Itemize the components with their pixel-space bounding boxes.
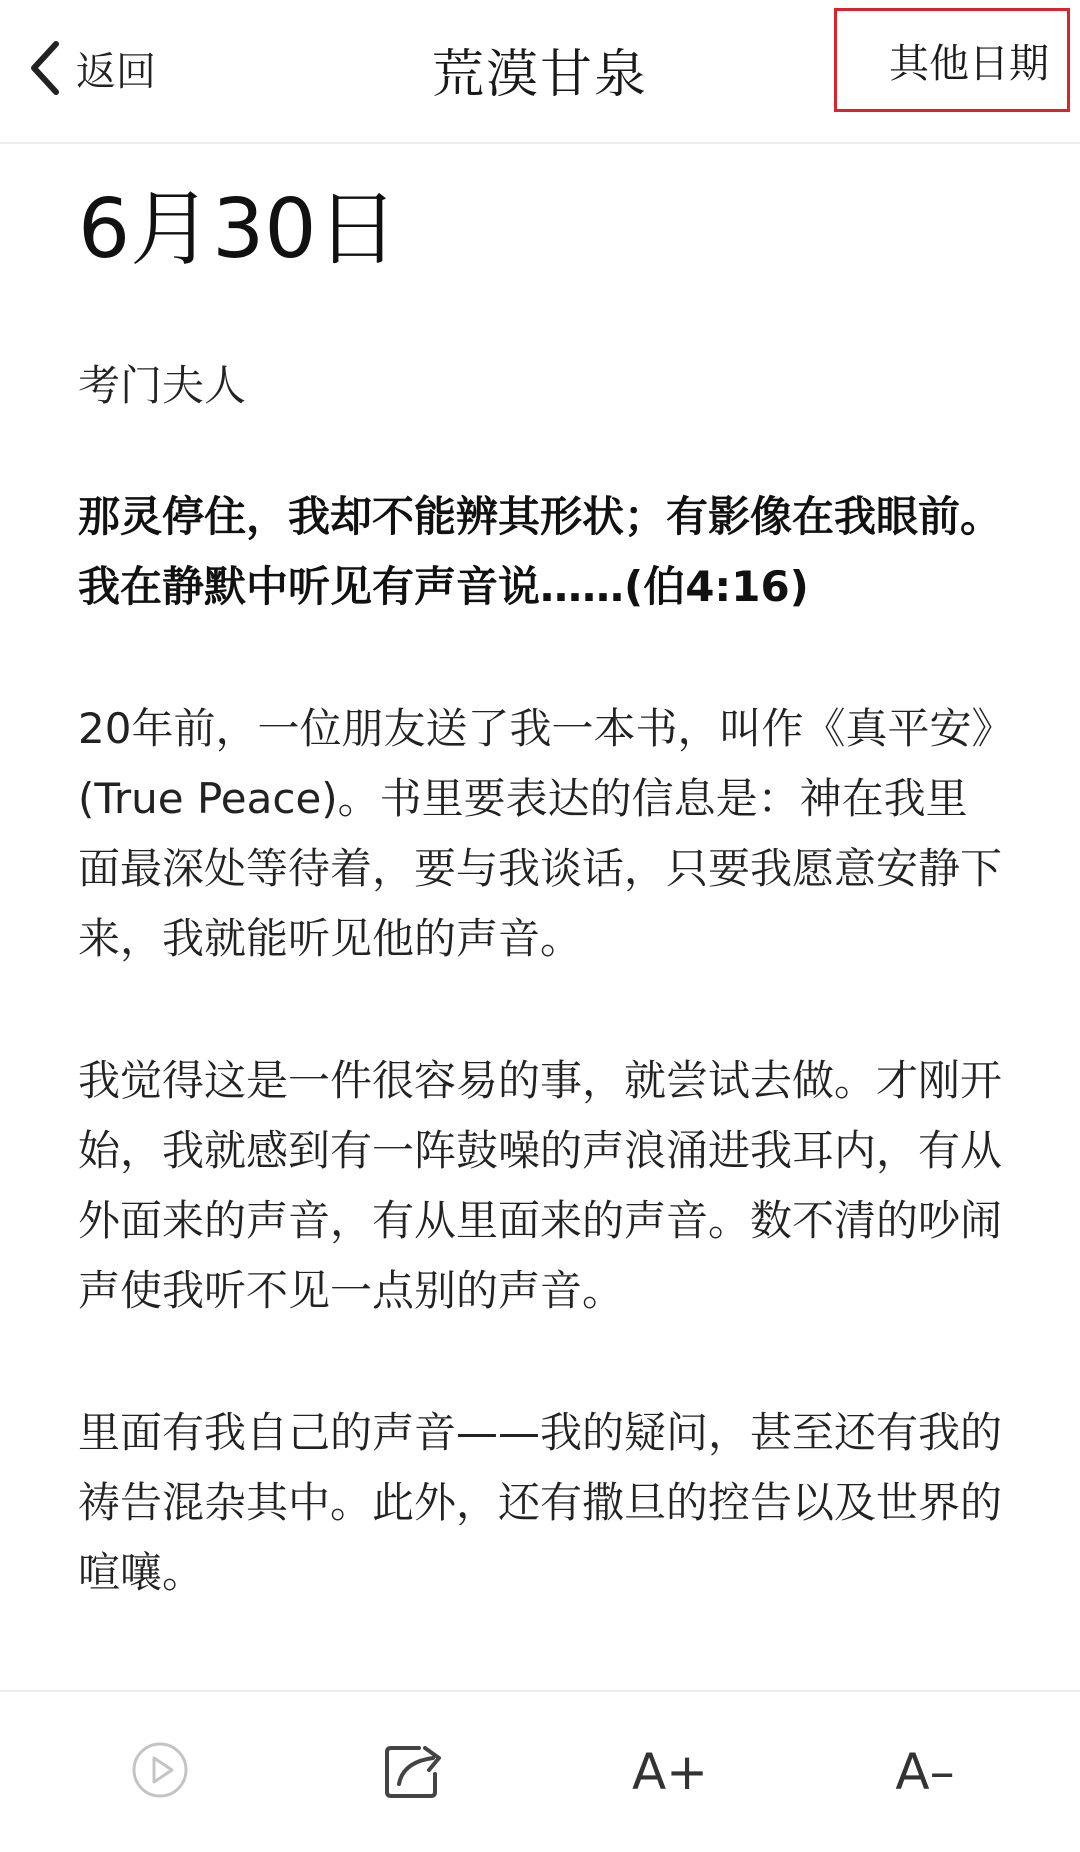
scripture-verse: 那灵停住，我却不能辨其形状；有影像在我眼前。我在静默中听见有声音说……(伯4:16) xyxy=(78,492,1003,611)
other-dates-label: 其他日期 xyxy=(889,40,1049,87)
bottom-toolbar xyxy=(0,1690,1080,1852)
paragraph: 里面有我自己的声音——我的疑问，甚至还有我的祷告混杂其中。此外，还有撒旦的控告以及世界的喧嚷。 xyxy=(78,1408,1003,1597)
font-increase-button[interactable] xyxy=(615,1692,725,1852)
top-navigation-bar xyxy=(0,0,1080,144)
play-button[interactable] xyxy=(120,1692,200,1852)
back-label: 返回 xyxy=(76,48,156,95)
article-content xyxy=(78,142,1008,1608)
paragraph: 我觉得这是一件很容易的事，就尝试去做。才刚开始，我就感到有一阵鼓噪的声浪涌进我耳内，有从外面来的声音，有从里面来的声音。数不清的吵闹声使我听不见一点别的声音。 xyxy=(78,1056,1003,1315)
page-title: 荒漠甘泉 xyxy=(431,45,648,105)
font-decrease-label: A– xyxy=(895,1743,955,1801)
article-date: 6月30日 xyxy=(78,182,399,277)
font-increase-label: A+ xyxy=(631,1743,709,1801)
play-circle-icon xyxy=(130,1740,190,1804)
paragraph: 20年前，一位朋友送了我一本书，叫作《真平安》(True Peace)。书里要表达的信息是：神在我里面最深处等待着，要与我谈话，只要我愿意安静下来，我就能听见他的声音。 xyxy=(78,704,1003,963)
share-icon xyxy=(383,1740,447,1804)
share-button[interactable] xyxy=(370,1692,460,1852)
article-author: 考门夫人 xyxy=(78,361,247,410)
other-dates-button[interactable] xyxy=(834,8,1070,112)
font-decrease-button[interactable] xyxy=(870,1692,980,1852)
